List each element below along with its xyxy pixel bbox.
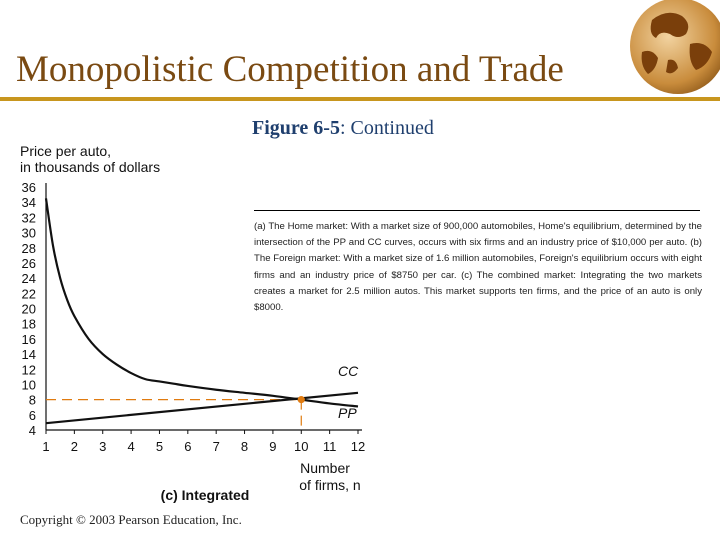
y-tick-label: 16 bbox=[21, 331, 36, 347]
y-tick-label: 8 bbox=[28, 392, 36, 408]
y-axis-label-line: in thousands of dollars bbox=[20, 159, 161, 175]
y-tick-label: 22 bbox=[21, 286, 36, 302]
series-label-cc: CC bbox=[338, 363, 359, 379]
y-tick-label: 4 bbox=[28, 423, 36, 438]
y-tick-label: 18 bbox=[21, 316, 36, 332]
y-tick-label: 6 bbox=[28, 407, 36, 423]
figure-label: Figure 6-5 bbox=[252, 117, 340, 139]
x-tick-label: 11 bbox=[322, 439, 337, 454]
x-tick-label: 8 bbox=[240, 439, 249, 454]
x-tick-label: 7 bbox=[212, 439, 220, 454]
slide-title: Monopolistic Competition and Trade bbox=[16, 49, 564, 90]
x-tick-label: 4 bbox=[127, 439, 135, 454]
x-tick-label: 3 bbox=[99, 439, 107, 454]
y-axis-label-line: Price per auto, bbox=[20, 143, 112, 159]
y-tick-label: 30 bbox=[21, 225, 36, 241]
y-tick-label: 20 bbox=[21, 301, 36, 317]
equilibrium-point bbox=[298, 396, 305, 403]
y-tick-label: 32 bbox=[21, 210, 36, 226]
x-tick-label: 1 bbox=[42, 439, 50, 454]
x-axis-label-line: Number bbox=[300, 460, 350, 476]
y-tick-label: 28 bbox=[21, 240, 36, 256]
y-tick-label: 36 bbox=[21, 180, 36, 195]
y-tick-label: 24 bbox=[21, 271, 36, 287]
x-tick-label: 10 bbox=[294, 439, 309, 454]
x-tick-label: 12 bbox=[350, 439, 366, 454]
y-tick-label: 34 bbox=[21, 195, 36, 211]
y-tick-labels bbox=[22, 180, 36, 438]
copyright-notice: Copyright © 2003 Pearson Education, Inc. bbox=[20, 512, 242, 527]
y-tick-label: 12 bbox=[21, 362, 36, 378]
figure-note: (a) The Home market: With a market size of 900,000 automobiles, Home's equilibrium, determined by the intersection of the PP and CC curves, occurs with six firms and an industry price of $10,000 per auto. (b) The Foreign market: With a market size of 1.6 million automobiles, Foreign's equilibrium occurs with eight firms and an industry price of $8750 per car. (c) The combined market: Integrating the two markets creates a market for 2.5 million autos. This market supports ten firms, and the price of an auto is only $8000. bbox=[254, 221, 702, 314]
y-tick-label: 14 bbox=[21, 347, 36, 363]
x-tick-label: 5 bbox=[155, 439, 164, 454]
equilibrium-guides bbox=[46, 400, 301, 430]
series-label-pp: PP bbox=[338, 405, 357, 421]
series-line-pp bbox=[46, 393, 358, 423]
panel-title: (c) Integrated bbox=[160, 487, 250, 503]
y-tick-label: 26 bbox=[21, 255, 36, 271]
x-tick-label: 9 bbox=[269, 439, 277, 454]
figure-suffix: : Continued bbox=[339, 117, 434, 139]
x-tick-labels bbox=[42, 430, 365, 454]
x-tick-label: 2 bbox=[70, 439, 78, 454]
y-tick-label: 10 bbox=[21, 377, 36, 393]
x-tick-label: 6 bbox=[184, 439, 192, 454]
note-divider bbox=[254, 210, 700, 211]
equilibrium-point-layer bbox=[298, 396, 305, 403]
x-axis-label-line: of firms, n bbox=[299, 477, 361, 493]
